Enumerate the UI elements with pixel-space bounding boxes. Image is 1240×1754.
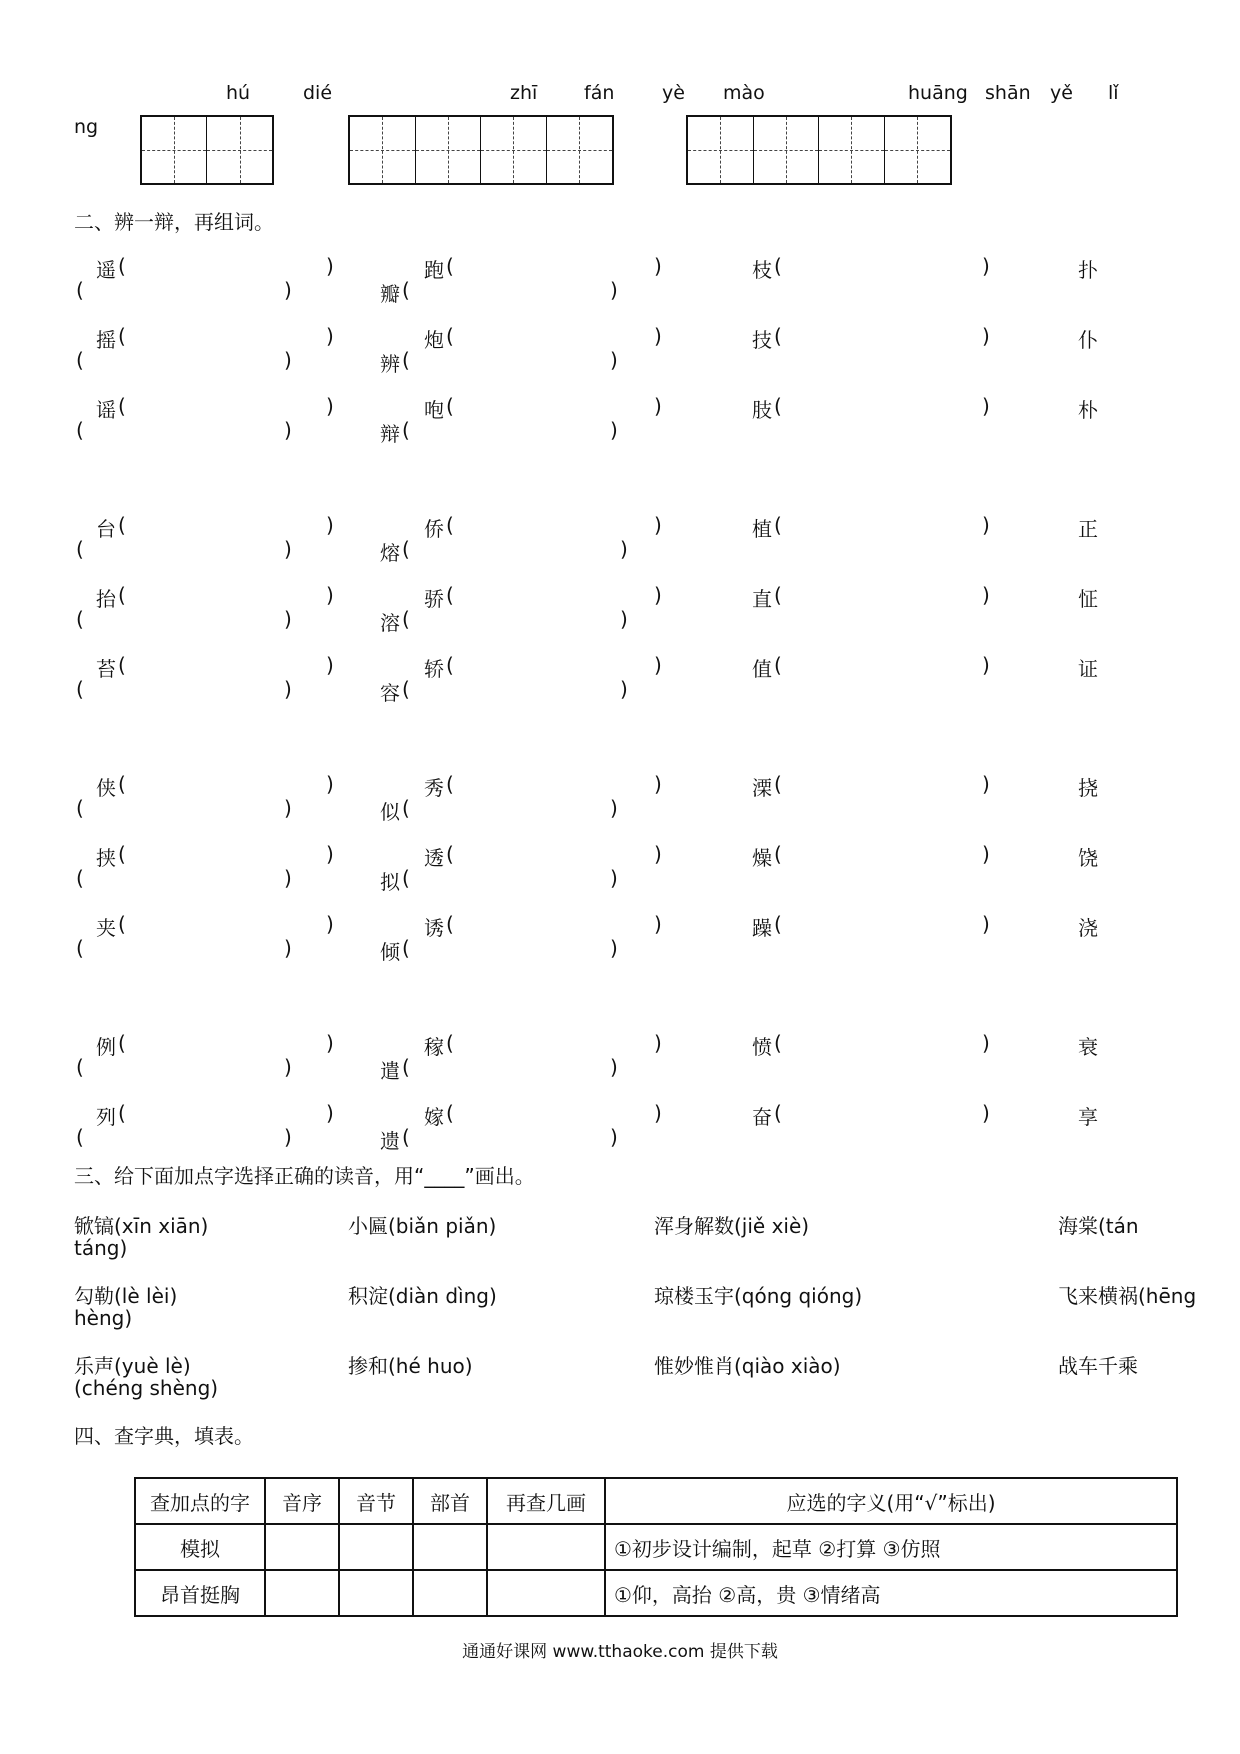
answer-blank-open[interactable]: ( — [402, 866, 410, 890]
word-char: 辩 — [380, 422, 400, 446]
answer-blank-close[interactable]: ) — [982, 324, 990, 348]
answer-blank-close[interactable]: ) — [982, 1031, 990, 1055]
answer-blank-open[interactable]: ( — [118, 1101, 126, 1125]
answer-cell[interactable] — [339, 1524, 413, 1570]
answer-blank-open[interactable]: ( — [76, 418, 84, 442]
grid-cell[interactable] — [416, 117, 482, 183]
grid-cell[interactable] — [481, 117, 547, 183]
answer-blank-open[interactable]: ( — [774, 583, 782, 607]
answer-blank-close[interactable]: ) — [326, 912, 334, 936]
word-char: 朴 — [1078, 398, 1098, 422]
answer-blank-close[interactable]: ) — [284, 418, 292, 442]
word-char: 苔 — [96, 657, 116, 681]
word-char: 躁 — [752, 916, 772, 940]
table-header-row — [135, 1478, 1177, 1524]
grid-cell[interactable] — [207, 117, 272, 183]
table-word: 模拟 — [135, 1524, 265, 1570]
answer-blank-close[interactable]: ) — [620, 537, 628, 561]
word-char: 奋 — [752, 1105, 772, 1129]
answer-blank-open[interactable]: ( — [446, 254, 454, 278]
answer-blank-close[interactable]: ) — [610, 418, 618, 442]
word-char: 仆 — [1078, 328, 1098, 352]
answer-blank-close[interactable]: ) — [610, 936, 618, 960]
answer-blank-close[interactable]: ) — [610, 796, 618, 820]
answer-blank-close[interactable]: ) — [982, 842, 990, 866]
answer-blank-close[interactable]: ) — [654, 254, 662, 278]
writing-grid[interactable] — [348, 115, 614, 185]
answer-blank-open[interactable]: ( — [774, 1031, 782, 1055]
pinyin-label: shān — [985, 82, 1031, 104]
pronunciation-item[interactable]: 乐声(yuè lè) — [74, 1354, 191, 1378]
word-char: 怔 — [1078, 587, 1098, 611]
answer-cell[interactable] — [265, 1524, 339, 1570]
answer-blank-open[interactable]: ( — [76, 537, 84, 561]
answer-blank-close[interactable]: ) — [654, 324, 662, 348]
answer-blank-open[interactable]: ( — [402, 537, 410, 561]
answer-blank-open[interactable]: ( — [118, 1031, 126, 1055]
answer-blank-close[interactable]: ) — [284, 1055, 292, 1079]
word-char: 证 — [1078, 657, 1098, 681]
word-char: 诱 — [424, 916, 444, 940]
answer-blank-close[interactable]: ) — [326, 254, 334, 278]
dictionary-table — [134, 1477, 1178, 1617]
word-char: 扑 — [1078, 258, 1098, 282]
answer-cell[interactable] — [413, 1570, 487, 1616]
word-char: 咆 — [424, 398, 444, 422]
answer-blank-open[interactable]: ( — [774, 772, 782, 796]
answer-blank-close[interactable]: ) — [982, 1101, 990, 1125]
word-char: 列 — [96, 1105, 116, 1129]
word-char: 肢 — [752, 398, 772, 422]
answer-blank-close[interactable]: ) — [326, 394, 334, 418]
answer-blank-open[interactable]: ( — [446, 842, 454, 866]
answer-blank-open[interactable]: ( — [402, 418, 410, 442]
answer-blank-open[interactable]: ( — [402, 1125, 410, 1149]
answer-blank-close[interactable]: ) — [284, 866, 292, 890]
answer-blank-open[interactable]: ( — [774, 912, 782, 936]
answer-blank-close[interactable]: ) — [982, 394, 990, 418]
pronunciation-item[interactable]: 勾勒(lè lèi) — [74, 1284, 178, 1308]
answer-blank-open[interactable]: ( — [774, 394, 782, 418]
answer-blank-close[interactable]: ) — [284, 537, 292, 561]
answer-blank-open[interactable]: ( — [118, 653, 126, 677]
grid-cell[interactable] — [142, 117, 207, 183]
answer-blank-open[interactable]: ( — [446, 324, 454, 348]
answer-blank-close[interactable]: ) — [284, 348, 292, 372]
word-char: 衰 — [1078, 1035, 1098, 1059]
answer-blank-close[interactable]: ) — [982, 254, 990, 278]
answer-blank-open[interactable]: ( — [76, 607, 84, 631]
answer-blank-open[interactable]: ( — [118, 912, 126, 936]
answer-blank-open[interactable]: ( — [118, 513, 126, 537]
word-char: 跑 — [424, 258, 444, 282]
pronunciation-item[interactable]: 掺和(hé huo) — [348, 1354, 473, 1378]
word-char: 倾 — [380, 940, 400, 964]
section-title: 四、查字典，填表。 — [74, 1424, 254, 1448]
answer-blank-close[interactable]: ) — [982, 513, 990, 537]
word-char: 遗 — [380, 1129, 400, 1153]
answer-blank-close[interactable]: ) — [326, 1101, 334, 1125]
answer-blank-close[interactable]: ) — [284, 607, 292, 631]
answer-blank-open[interactable]: ( — [76, 1125, 84, 1149]
answer-blank-close[interactable]: ) — [610, 278, 618, 302]
answer-blank-close[interactable]: ) — [620, 607, 628, 631]
answer-blank-close[interactable]: ) — [610, 1125, 618, 1149]
answer-blank-close[interactable]: ) — [610, 1055, 618, 1079]
answer-blank-open[interactable]: ( — [118, 772, 126, 796]
answer-blank-close[interactable]: ) — [326, 1031, 334, 1055]
word-char: 骄 — [424, 587, 444, 611]
answer-blank-open[interactable]: ( — [76, 796, 84, 820]
pronunciation-item[interactable]: hèng) — [74, 1306, 133, 1330]
grid-cell[interactable] — [819, 117, 885, 183]
table-row — [135, 1570, 1177, 1616]
word-char: 侠 — [96, 776, 116, 800]
answer-blank-open[interactable]: ( — [118, 583, 126, 607]
answer-blank-open[interactable]: ( — [76, 936, 84, 960]
word-char: 例 — [96, 1035, 116, 1059]
answer-blank-close[interactable]: ) — [654, 653, 662, 677]
answer-blank-open[interactable]: ( — [446, 772, 454, 796]
word-char: 辨 — [380, 352, 400, 376]
word-char: 浇 — [1078, 916, 1098, 940]
answer-cell[interactable] — [339, 1570, 413, 1616]
answer-blank-close[interactable]: ) — [982, 912, 990, 936]
answer-blank-close[interactable]: ) — [284, 677, 292, 701]
pinyin-wrap: ng — [74, 116, 99, 138]
word-char: 容 — [380, 681, 400, 705]
meaning-options[interactable]: ①初步设计编制，起草 ②打算 ③仿照 — [605, 1524, 1177, 1570]
meaning-options[interactable]: ①仰，高抬 ②高，贵 ③情绪高 — [605, 1570, 1177, 1616]
pinyin-label: yè — [662, 82, 685, 104]
word-char: 正 — [1078, 517, 1098, 541]
pinyin-label: mào — [723, 82, 765, 104]
word-char: 燥 — [752, 846, 772, 870]
grid-cell[interactable] — [547, 117, 613, 183]
answer-blank-close[interactable]: ) — [654, 772, 662, 796]
table-header: 再查几画 — [487, 1478, 605, 1524]
answer-blank-close[interactable]: ) — [982, 653, 990, 677]
answer-blank-close[interactable]: ) — [620, 677, 628, 701]
answer-cell[interactable] — [413, 1524, 487, 1570]
answer-blank-open[interactable]: ( — [76, 1055, 84, 1079]
answer-blank-close[interactable]: ) — [610, 866, 618, 890]
grid-cell[interactable] — [350, 117, 416, 183]
word-char: 瓣 — [380, 282, 400, 306]
pronunciation-item[interactable]: 惟妙惟肖(qiào xiào) — [654, 1354, 841, 1378]
word-char: 值 — [752, 657, 772, 681]
word-char: 直 — [752, 587, 772, 611]
writing-grid[interactable] — [686, 115, 952, 185]
word-char: 秀 — [424, 776, 444, 800]
answer-blank-open[interactable]: ( — [446, 1101, 454, 1125]
writing-grid[interactable] — [140, 115, 274, 185]
word-char: 稼 — [424, 1035, 444, 1059]
grid-cell[interactable] — [688, 117, 754, 183]
pinyin-label: dié — [303, 82, 333, 104]
answer-blank-open[interactable]: ( — [118, 254, 126, 278]
word-char: 熔 — [380, 541, 400, 565]
section-title: 二、辨一辩，再组词。 — [74, 210, 274, 234]
answer-blank-close[interactable]: ) — [654, 513, 662, 537]
word-char: 遥 — [96, 258, 116, 282]
answer-blank-close[interactable]: ) — [326, 772, 334, 796]
answer-blank-open[interactable]: ( — [76, 677, 84, 701]
answer-blank-close[interactable]: ) — [982, 583, 990, 607]
answer-blank-close[interactable]: ) — [326, 583, 334, 607]
answer-blank-open[interactable]: ( — [402, 1055, 410, 1079]
answer-blank-open[interactable]: ( — [774, 653, 782, 677]
answer-blank-open[interactable]: ( — [774, 254, 782, 278]
word-char: 享 — [1078, 1105, 1098, 1129]
answer-blank-open[interactable]: ( — [402, 936, 410, 960]
word-char: 挟 — [96, 846, 116, 870]
pinyin-label: zhī — [510, 82, 538, 104]
word-char: 侨 — [424, 517, 444, 541]
word-char: 摇 — [96, 328, 116, 352]
pronunciation-item[interactable]: 飞来横祸(hēng — [1058, 1284, 1197, 1308]
answer-blank-close[interactable]: ) — [654, 912, 662, 936]
word-char: 溧 — [752, 776, 772, 800]
pronunciation-item[interactable]: 浑身解数(jiě xiè) — [654, 1214, 810, 1238]
answer-blank-open[interactable]: ( — [774, 1101, 782, 1125]
grid-cell[interactable] — [754, 117, 820, 183]
word-char: 炮 — [424, 328, 444, 352]
word-char: 轿 — [424, 657, 444, 681]
word-char: 技 — [752, 328, 772, 352]
pronunciation-item[interactable]: 海棠(tán — [1058, 1214, 1139, 1238]
pinyin-label: hú — [226, 82, 251, 104]
pronunciation-item[interactable]: 积淀(diàn dìng) — [348, 1284, 497, 1308]
word-char: 饶 — [1078, 846, 1098, 870]
answer-blank-open[interactable]: ( — [402, 607, 410, 631]
word-char: 拟 — [380, 870, 400, 894]
answer-blank-close[interactable]: ) — [326, 653, 334, 677]
answer-cell[interactable] — [487, 1570, 605, 1616]
answer-cell[interactable] — [487, 1524, 605, 1570]
pronunciation-item[interactable]: 锨镐(xīn xiān) — [74, 1214, 209, 1238]
answer-blank-open[interactable]: ( — [774, 513, 782, 537]
pronunciation-item[interactable]: 琼楼玉宇(qóng qióng) — [654, 1284, 863, 1308]
word-char: 植 — [752, 517, 772, 541]
table-header: 音节 — [339, 1478, 413, 1524]
answer-blank-close[interactable]: ) — [654, 1101, 662, 1125]
answer-blank-open[interactable]: ( — [446, 394, 454, 418]
answer-blank-close[interactable]: ) — [326, 324, 334, 348]
answer-blank-close[interactable]: ) — [284, 796, 292, 820]
word-char: 枝 — [752, 258, 772, 282]
answer-blank-open[interactable]: ( — [118, 842, 126, 866]
answer-blank-open[interactable]: ( — [118, 324, 126, 348]
section-title: 三、给下面加点字选择正确的读音，用“____”画出。 — [74, 1164, 535, 1188]
answer-blank-close[interactable]: ) — [982, 772, 990, 796]
table-header: 部首 — [413, 1478, 487, 1524]
pinyin-label: fán — [584, 82, 615, 104]
pinyin-label: lǐ — [1108, 82, 1119, 104]
answer-blank-open[interactable]: ( — [446, 583, 454, 607]
answer-blank-open[interactable]: ( — [402, 348, 410, 372]
table-header: 音序 — [265, 1478, 339, 1524]
answer-blank-close[interactable]: ) — [654, 1031, 662, 1055]
answer-blank-open[interactable]: ( — [446, 513, 454, 537]
answer-blank-open[interactable]: ( — [402, 278, 410, 302]
pronunciation-item[interactable]: táng) — [74, 1236, 128, 1260]
word-char: 溶 — [380, 611, 400, 635]
answer-blank-open[interactable]: ( — [446, 912, 454, 936]
pinyin-label: yě — [1050, 82, 1073, 104]
answer-blank-open[interactable]: ( — [118, 394, 126, 418]
table-word: 昂首挺胸 — [135, 1570, 265, 1616]
answer-blank-open[interactable]: ( — [774, 324, 782, 348]
word-char: 谣 — [96, 398, 116, 422]
word-char: 嫁 — [424, 1105, 444, 1129]
answer-blank-close[interactable]: ) — [654, 583, 662, 607]
answer-blank-open[interactable]: ( — [76, 348, 84, 372]
table-header: 查加点的字 — [135, 1478, 265, 1524]
answer-blank-close[interactable]: ) — [326, 513, 334, 537]
answer-blank-open[interactable]: ( — [446, 653, 454, 677]
footer-text: 通通好课网 www.tthaoke.com 提供下载 — [462, 1642, 778, 1662]
answer-blank-open[interactable]: ( — [402, 677, 410, 701]
word-char: 台 — [96, 517, 116, 541]
answer-blank-open[interactable]: ( — [446, 1031, 454, 1055]
word-char: 透 — [424, 846, 444, 870]
grid-cell[interactable] — [885, 117, 951, 183]
answer-blank-close[interactable]: ) — [654, 394, 662, 418]
table-header: 应选的字义(用“√”标出) — [605, 1478, 1177, 1524]
table-row — [135, 1524, 1177, 1570]
answer-blank-open[interactable]: ( — [402, 796, 410, 820]
word-char: 挠 — [1078, 776, 1098, 800]
pronunciation-item[interactable]: 战车千乘 — [1058, 1354, 1138, 1378]
answer-blank-close[interactable]: ) — [610, 348, 618, 372]
answer-blank-close[interactable]: ) — [284, 1125, 292, 1149]
answer-blank-close[interactable]: ) — [284, 936, 292, 960]
word-char: 遣 — [380, 1059, 400, 1083]
pronunciation-item[interactable]: 小匾(biǎn piǎn) — [348, 1214, 497, 1238]
answer-blank-close[interactable]: ) — [284, 278, 292, 302]
answer-blank-close[interactable]: ) — [654, 842, 662, 866]
pinyin-label: huāng — [908, 82, 968, 104]
word-char: 夹 — [96, 916, 116, 940]
answer-blank-open[interactable]: ( — [76, 278, 84, 302]
pronunciation-item[interactable]: (chéng shèng) — [74, 1376, 219, 1400]
word-char: 似 — [380, 800, 400, 824]
answer-blank-open[interactable]: ( — [774, 842, 782, 866]
answer-cell[interactable] — [265, 1570, 339, 1616]
answer-blank-open[interactable]: ( — [76, 866, 84, 890]
word-char: 愤 — [752, 1035, 772, 1059]
answer-blank-close[interactable]: ) — [326, 842, 334, 866]
word-char: 抬 — [96, 587, 116, 611]
